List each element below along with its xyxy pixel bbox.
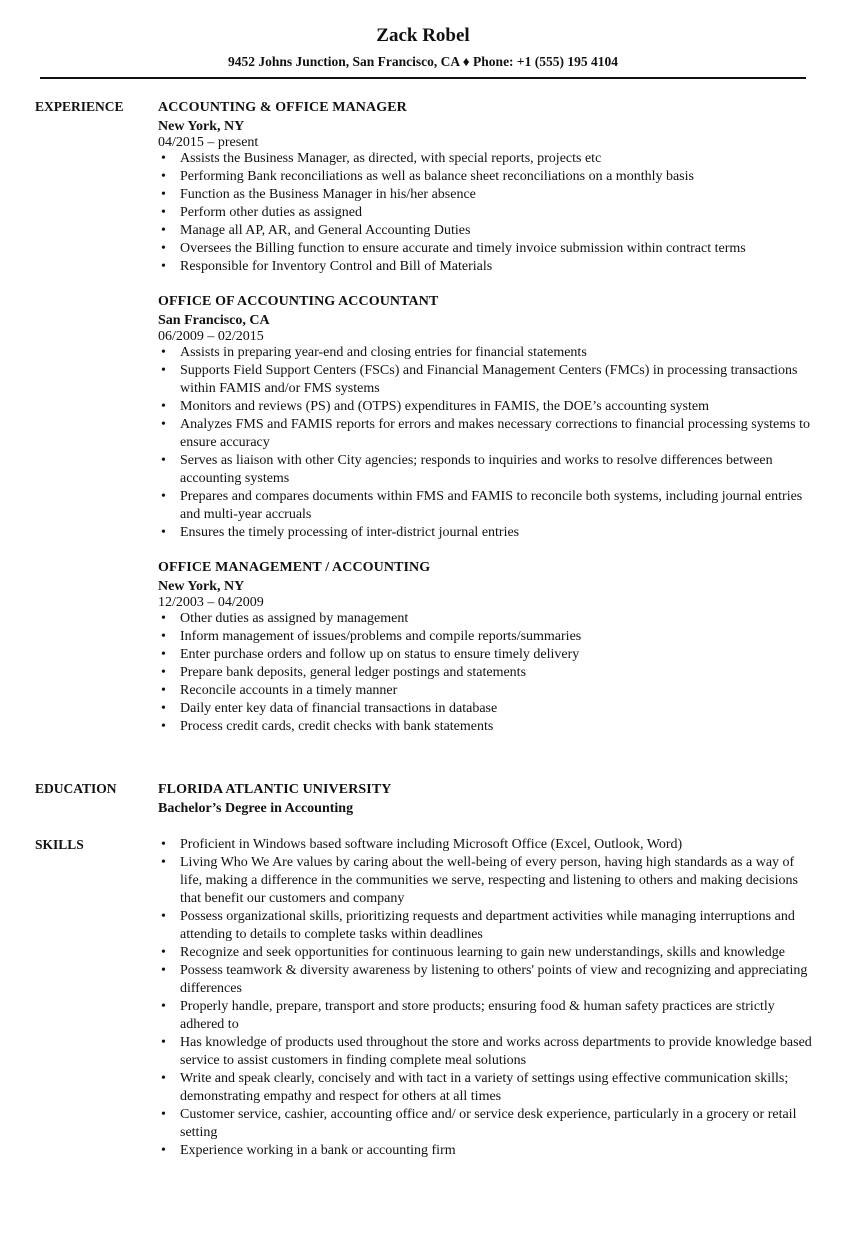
list-item: • Possess teamwork & diversity awareness by listening to others' points of view and recognizing and appreciating differences bbox=[158, 962, 818, 998]
job-location: San Francisco, CA bbox=[158, 313, 270, 328]
skills-body bbox=[158, 836, 818, 1160]
list-item: • Customer service, cashier, accounting office and/ or service desk experience, particularly in a grocery or retail setting bbox=[158, 1106, 818, 1142]
list-item: • Other duties as assigned by management bbox=[158, 610, 818, 628]
education-body bbox=[158, 780, 818, 818]
resume-header bbox=[0, 22, 846, 71]
list-item: • Assists in preparing year-end and closing entries for financial statements bbox=[158, 344, 818, 362]
list-item: • Recognize and seek opportunities for continuous learning to gain new understandings, skills and knowledge bbox=[158, 944, 818, 962]
candidate-name: Zack Robel bbox=[376, 25, 470, 46]
contact-line: 9452 Johns Junction, San Francisco, CA ♦ Phone: +1 (555) 195 4104 bbox=[228, 54, 618, 69]
job-entry bbox=[158, 558, 818, 736]
skills-list bbox=[158, 836, 818, 1160]
job-location: New York, NY bbox=[158, 579, 245, 594]
list-item: • Inform management of issues/problems and compile reports/summaries bbox=[158, 628, 818, 646]
job-entry bbox=[158, 98, 818, 276]
section-title-education: EDUCATION bbox=[35, 781, 117, 796]
section-title-experience: EXPERIENCE bbox=[35, 99, 124, 114]
section-title-skills: SKILLS bbox=[35, 837, 84, 852]
list-item: • Analyzes FMS and FAMIS reports for errors and makes necessary corrections to financial processing systems to ensure accuracy bbox=[158, 416, 818, 452]
list-item: • Responsible for Inventory Control and Bill of Materials bbox=[158, 258, 818, 276]
list-item: • Function as the Business Manager in his/her absence bbox=[158, 186, 818, 204]
list-item: • Oversees the Billing function to ensure accurate and timely invoice submission within contract terms bbox=[158, 240, 818, 258]
list-item: • Monitors and reviews (PS) and (OTPS) expenditures in FAMIS, the DOE’s accounting system bbox=[158, 398, 818, 416]
job-dates: 04/2015 – present bbox=[158, 135, 259, 150]
degree: Bachelor’s Degree in Accounting bbox=[158, 801, 354, 816]
list-item: • Possess organizational skills, prioritizing requests and department activities while managing interruptions and attending to details to complete tasks within deadlines bbox=[158, 908, 818, 944]
list-item: • Prepares and compares documents within FMS and FAMIS to reconcile both systems, including journal entries and multi-year accruals bbox=[158, 488, 818, 524]
job-location: New York, NY bbox=[158, 119, 245, 134]
job-title: ACCOUNTING & OFFICE MANAGER bbox=[158, 100, 407, 115]
job-duties-list bbox=[158, 150, 818, 276]
list-item: • Prepare bank deposits, general ledger postings and statements bbox=[158, 664, 818, 682]
list-item: • Write and speak clearly, concisely and with tact in a variety of settings using effective communication skills; demonstrating empathy and respect for others at all times bbox=[158, 1070, 818, 1106]
list-item: • Experience working in a bank or accounting firm bbox=[158, 1142, 818, 1160]
list-item: • Daily enter key data of financial transactions in database bbox=[158, 700, 818, 718]
list-item: • Has knowledge of products used throughout the store and works across departments to provide knowledge based service to assist customers in finding complete meal solutions bbox=[158, 1034, 818, 1070]
list-item: • Ensures the timely processing of inter-district journal entries bbox=[158, 524, 818, 542]
job-dates: 06/2009 – 02/2015 bbox=[158, 329, 264, 344]
job-title: OFFICE OF ACCOUNTING ACCOUNTANT bbox=[158, 294, 439, 309]
list-item: • Perform other duties as assigned bbox=[158, 204, 818, 222]
list-item: • Enter purchase orders and follow up on status to ensure timely delivery bbox=[158, 646, 818, 664]
job-entry bbox=[158, 292, 818, 542]
list-item: • Process credit cards, credit checks with bank statements bbox=[158, 718, 818, 736]
job-dates: 12/2003 – 04/2009 bbox=[158, 595, 264, 610]
list-item: • Performing Bank reconciliations as well as balance sheet reconciliations on a monthly basis bbox=[158, 168, 818, 186]
list-item: • Supports Field Support Centers (FSCs) and Financial Management Centers (FMCs) in processing transactions within FAMIS and/or FMS systems bbox=[158, 362, 818, 398]
header-divider bbox=[40, 77, 806, 79]
list-item: • Living Who We Are values by caring about the well-being of every person, having high standards as a way of life, making a difference in the communities we serve, respecting and listening to others and making decisions that benefit our customers and company bbox=[158, 854, 818, 908]
list-item: • Serves as liaison with other City agencies; responds to inquiries and works to resolve differences between accounting systems bbox=[158, 452, 818, 488]
school-name: FLORIDA ATLANTIC UNIVERSITY bbox=[158, 782, 392, 797]
job-duties-list bbox=[158, 610, 818, 736]
list-item: • Reconcile accounts in a timely manner bbox=[158, 682, 818, 700]
job-duties-list bbox=[158, 344, 818, 542]
job-title: OFFICE MANAGEMENT / ACCOUNTING bbox=[158, 560, 431, 575]
list-item: • Proficient in Windows based software including Microsoft Office (Excel, Outlook, Word) bbox=[158, 836, 818, 854]
experience-body bbox=[158, 98, 818, 752]
list-item: • Properly handle, prepare, transport and store products; ensuring food & human safety practices are strictly adhered to bbox=[158, 998, 818, 1034]
list-item: • Manage all AP, AR, and General Accounting Duties bbox=[158, 222, 818, 240]
list-item: • Assists the Business Manager, as directed, with special reports, projects etc bbox=[158, 150, 818, 168]
